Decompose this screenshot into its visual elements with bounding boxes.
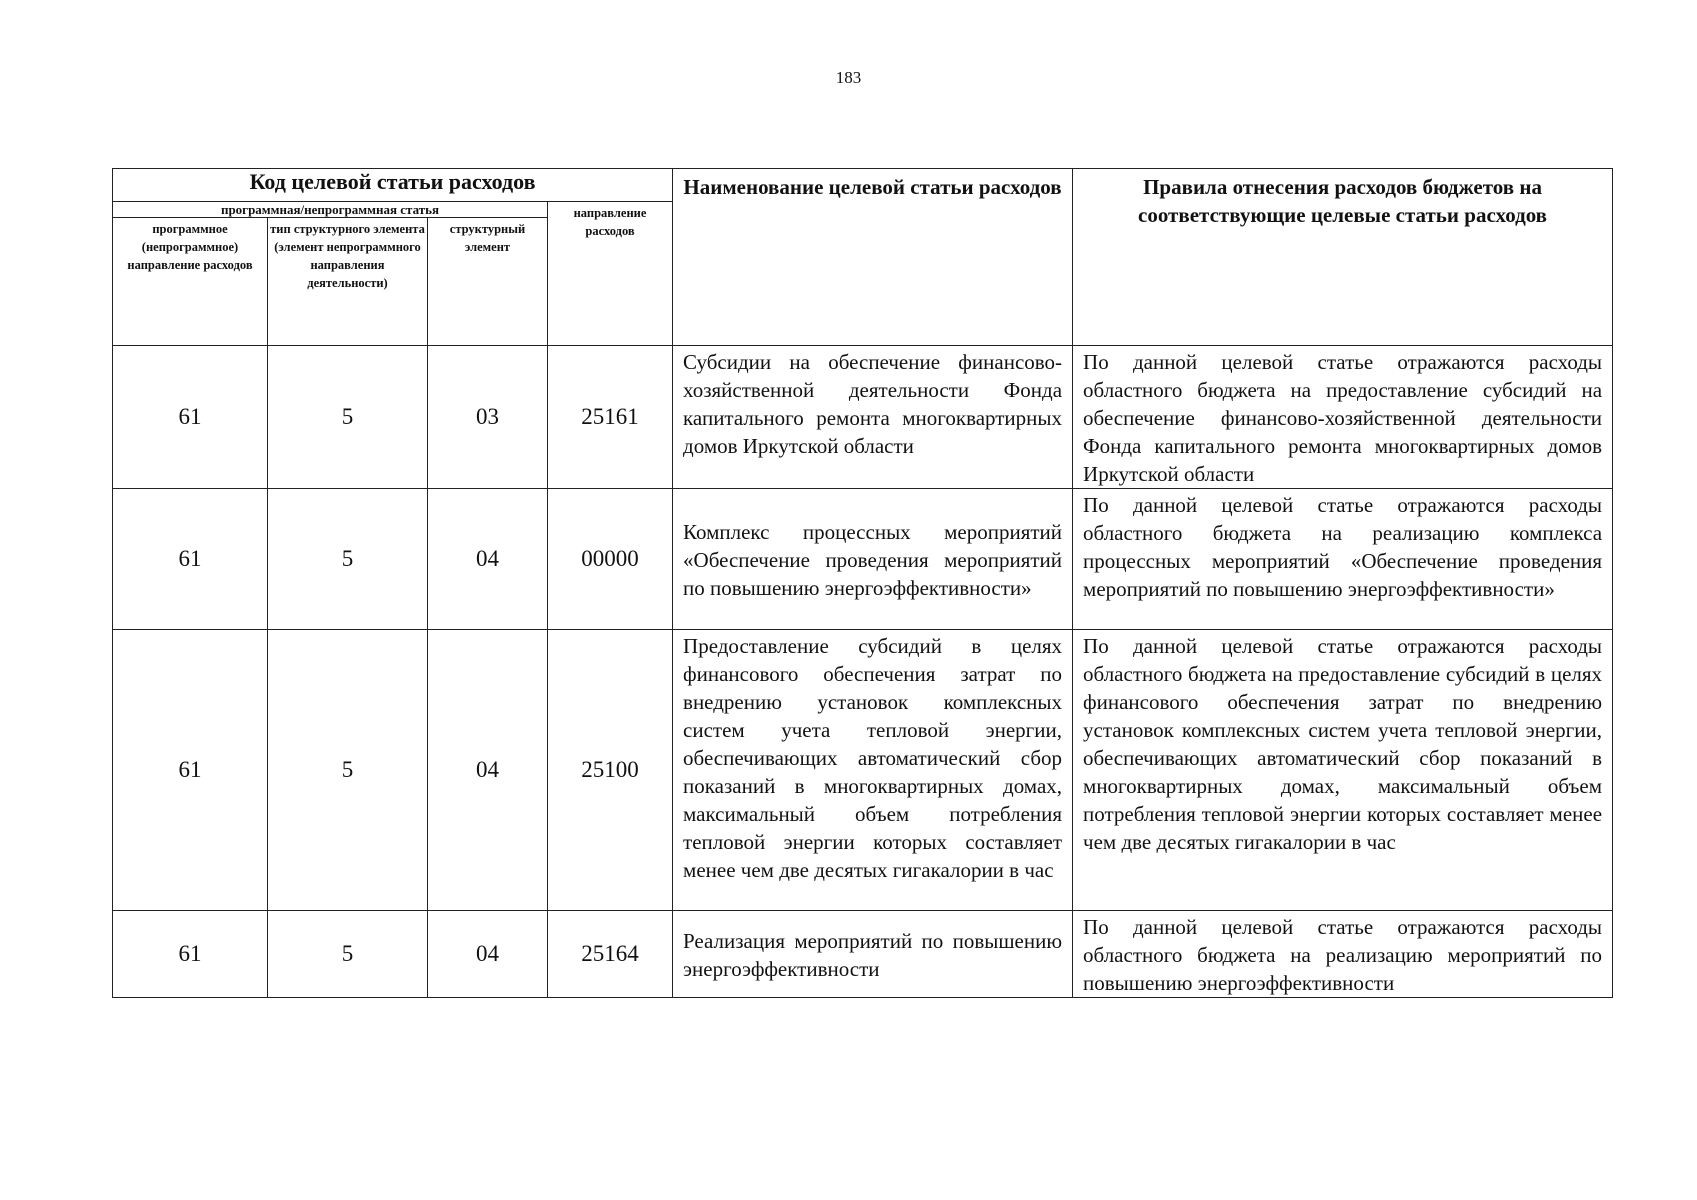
program-code: 61 xyxy=(113,911,268,998)
rules-header: Правила отнесения расходов бюджетов на соответствующие целевые статьи расходов xyxy=(1073,169,1613,346)
article-rule: По данной целевой статье отражаются расходы областного бюджета на реализацию мероприятий по повышению энергоэффективности xyxy=(1073,911,1613,998)
table-row xyxy=(113,630,1613,911)
article-rule: По данной целевой статье отражаются расходы областного бюджета на предоставление субсидий в целях финансового обеспечения затрат по внедрению установок комплексных систем учета тепловой энергии, обеспечивающих автоматический сбор показаний в многоквартирных домах, максимальный объем потребления тепловой энергии которых составляет менее чем две десятых гигакалории в час xyxy=(1073,630,1613,911)
program-code: 61 xyxy=(113,630,268,911)
article-rule: По данной целевой статье отражаются расходы областного бюджета на предоставление субсидий на обеспечение финансово-хозяйственной деятельности Фонда капитального ремонта многоквартирных домов Иркутской области xyxy=(1073,346,1613,489)
article-name: Реализация мероприятий по повышению энергоэффективности xyxy=(673,911,1073,998)
program-code: 61 xyxy=(113,489,268,630)
direction-code: 25161 xyxy=(548,346,673,489)
element-code: 04 xyxy=(428,911,548,998)
element-type-header: тип структурного элемента (элемент непрограммного направления деятельности) xyxy=(268,218,428,346)
program-article-header: программная/непрограммная статья xyxy=(113,202,548,218)
table-row xyxy=(113,346,1613,489)
table-row xyxy=(113,489,1613,630)
program-direction-header: программное (непрограммное) направление расходов xyxy=(113,218,268,346)
direction-code: 00000 xyxy=(548,489,673,630)
structural-element-header: структурный элемент xyxy=(428,218,548,346)
type-code: 5 xyxy=(268,911,428,998)
type-code: 5 xyxy=(268,346,428,489)
program-code: 61 xyxy=(113,346,268,489)
type-code: 5 xyxy=(268,630,428,911)
page-number: 183 xyxy=(835,68,862,87)
article-rule: По данной целевой статье отражаются расходы областного бюджета на реализацию комплекса процессных мероприятий «Обеспечение проведения мероприятий по повышению энергоэффективности» xyxy=(1073,489,1613,630)
budget-classification-table xyxy=(112,168,1613,998)
header-row-1 xyxy=(113,169,1613,202)
article-name: Комплекс процессных мероприятий «Обеспечение проведения мероприятий по повышению энергоэффективности» xyxy=(673,489,1073,630)
table-row xyxy=(113,911,1613,998)
direction-code: 25100 xyxy=(548,630,673,911)
element-code: 04 xyxy=(428,630,548,911)
article-name: Субсидии на обеспечение финансово-хозяйственной деятельности Фонда капитального ремонта многоквартирных домов Иркутской области xyxy=(673,346,1073,489)
name-header: Наименование целевой статьи расходов xyxy=(673,169,1073,346)
direction-header: направление расходов xyxy=(548,202,673,346)
article-name: Предоставление субсидий в целях финансового обеспечения затрат по внедрению установок комплексных систем учета тепловой энергии, обеспечивающих автоматический сбор показаний в многоквартирных домах, максимальный объем потребления тепловой энергии которых составляет менее чем две десятых гигакалории в час xyxy=(673,630,1073,911)
code-header: Код целевой статьи расходов xyxy=(113,169,673,202)
element-code: 04 xyxy=(428,489,548,630)
type-code: 5 xyxy=(268,489,428,630)
direction-code: 25164 xyxy=(548,911,673,998)
element-code: 03 xyxy=(428,346,548,489)
